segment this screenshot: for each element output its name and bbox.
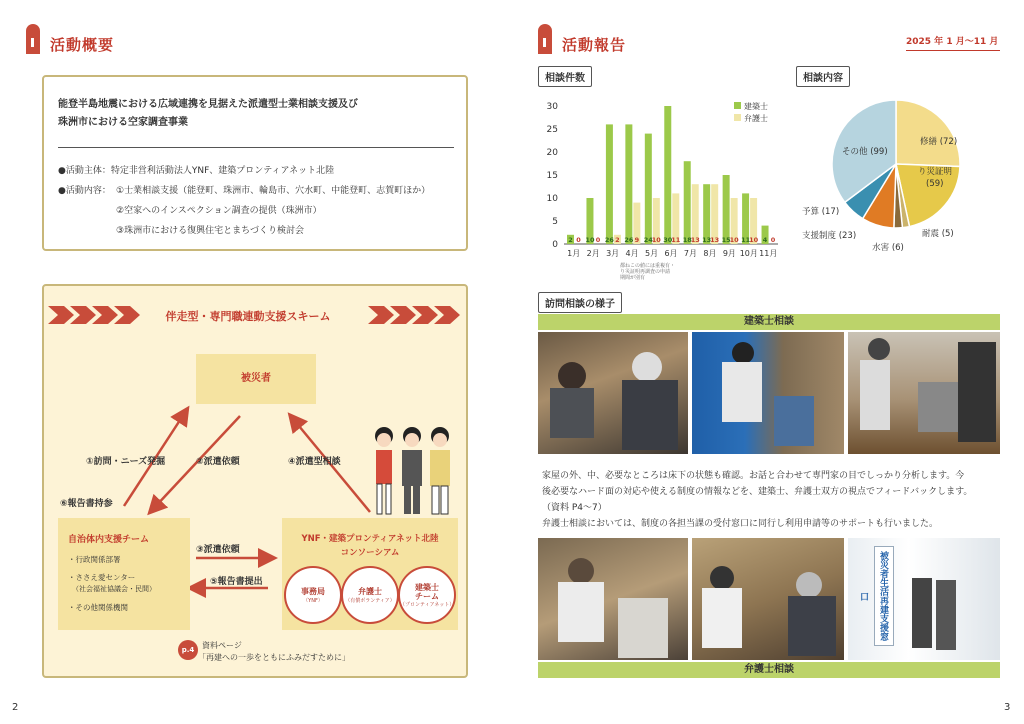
- municipal-item-1: ・行政関係部署: [68, 555, 121, 564]
- section-marker: [26, 24, 40, 54]
- consortium-title-line2: コンソーシアム: [340, 548, 400, 558]
- section-marker-right: [538, 24, 552, 54]
- page-number-right: 3: [1004, 702, 1011, 713]
- circle-secretariat: 事務局 （YNF）: [284, 566, 342, 624]
- bar-architect: [723, 175, 730, 244]
- bar-architect: [684, 161, 691, 244]
- section-title-report: 活動報告: [562, 36, 627, 54]
- bar-data-label: 0: [770, 236, 776, 244]
- municipal-item-2: ・ささえ愛センター: [68, 573, 136, 582]
- bar-data-label: 10: [729, 236, 739, 244]
- x-tick-label: 4月: [625, 249, 639, 258]
- arrow-label-report-hold: ⑥報告書持参: [60, 499, 113, 509]
- x-tick-label: 11月: [759, 249, 778, 258]
- ref-badge: p.4: [178, 640, 198, 660]
- municipal-team-box: [58, 518, 190, 630]
- municipal-team-title: 自治体内支援チーム: [68, 535, 150, 545]
- bar-architect: [645, 134, 652, 244]
- arrow-label-report5: ⑤報告書提出: [210, 577, 263, 587]
- victim-label: 被災者: [241, 373, 271, 384]
- people-illustration: [362, 418, 462, 520]
- bar-data-label: 26: [624, 236, 634, 244]
- arrow-label-request: ②派遣依頼: [196, 457, 240, 467]
- bar-data-label: 15: [721, 236, 731, 244]
- pie-label: 支援制度 (23): [802, 231, 857, 241]
- bar-data-label: 4: [762, 236, 768, 244]
- consortium-box: [282, 518, 458, 630]
- pie-label: その他 (99): [842, 147, 888, 157]
- overview-box: [42, 75, 468, 251]
- scheme-box: [42, 284, 468, 678]
- x-tick-label: 10月: [739, 249, 758, 258]
- ref-label: 資料ページ: [202, 641, 242, 650]
- pie-label: 予算 (17): [802, 207, 840, 217]
- x-tick-label: 7月: [683, 249, 698, 258]
- x-tick-label: 9月: [722, 249, 736, 258]
- bar-data-label: 2: [615, 236, 620, 244]
- y-tick-label: 25: [546, 125, 558, 135]
- bar-data-label: 18: [682, 236, 692, 244]
- section-title-overview: 活動概要: [50, 36, 115, 54]
- y-tick-label: 5: [552, 217, 558, 227]
- bar-data-label: 11: [671, 236, 681, 244]
- arrow-label-request3: ③派遣依頼: [196, 545, 240, 555]
- x-tick-label: 3月: [606, 249, 620, 258]
- pie-label: 修繕 (72): [920, 137, 958, 147]
- photo-lawyer-1: [538, 538, 688, 660]
- municipal-item-4: ・その他関係機関: [68, 603, 128, 612]
- body-text-4: 弁護士相談においては、制度の各担当課の受付窓口に同行し利用申請等のサポートも行いました。: [542, 519, 939, 529]
- consult-content-chart: [792, 90, 1002, 260]
- overview-content-item-3: ③珠洲市における復興住宅とまちづくり検討会: [116, 226, 304, 236]
- bar-data-label: 10: [651, 236, 661, 244]
- chart-note-1: 都ねこの値には重複有・: [620, 263, 676, 269]
- arrow-label-dispatch: ④派遣型相談: [288, 457, 341, 467]
- architect-bar: 建築士相談: [538, 314, 1000, 330]
- x-tick-label: 6月: [664, 249, 678, 258]
- circle-lawyer: 弁護士 （有償ボランティア）: [341, 566, 399, 624]
- chart-note-3: 期間が別有: [620, 275, 646, 281]
- bar-data-label: 26: [604, 236, 614, 244]
- period-label: 2025 年 1 月～11 月: [906, 34, 1000, 51]
- bar-architect: [606, 124, 613, 244]
- overview-title-line1: 能登半島地震における広域連携を見据えた派遣型士業相談支援及び: [58, 99, 358, 110]
- pie-slice: [896, 100, 960, 167]
- y-tick-label: 20: [546, 148, 558, 158]
- visit-chip: 訪問相談の様子: [538, 292, 622, 313]
- photo-architect-3: [848, 332, 1000, 454]
- photo-architect-2: [692, 332, 844, 454]
- bar-data-label: 2: [568, 236, 573, 244]
- overview-divider: [58, 147, 454, 148]
- y-tick-label: 10: [546, 194, 558, 204]
- x-tick-label: 8月: [703, 249, 717, 258]
- circle-architect: 建築士 チーム （プロンティアネット）: [398, 566, 456, 624]
- bar-data-label: 24: [643, 236, 653, 244]
- bar-data-label: 9: [634, 236, 640, 244]
- y-tick-label: 0: [552, 240, 558, 250]
- legend-label: 弁護士: [744, 114, 768, 123]
- x-tick-label: 5月: [644, 249, 659, 258]
- legend-swatch: [734, 102, 741, 109]
- bar-data-label: 13: [702, 236, 712, 244]
- pie-label: 耐震 (5): [922, 229, 954, 239]
- photo-architect-1: [538, 332, 688, 454]
- photo-lawyer-2: [692, 538, 844, 660]
- page-number-left: 2: [12, 702, 19, 713]
- pie-label: り災証明: [918, 167, 953, 177]
- overview-content-item-1: ①士業相談支援（能登町、珠洲市、輪島市、穴水町、中能登町、志賀町ほか）: [116, 186, 431, 196]
- x-tick-label: 1月: [567, 249, 581, 258]
- legend-swatch: [734, 114, 741, 121]
- bar-data-label: 10: [749, 236, 759, 244]
- bar-data-label: 0: [595, 236, 601, 244]
- ref-title: 「再建への一歩をともにふみだすために」: [198, 653, 350, 662]
- overview-organizer: ●活動主体：特定非営利活動法人YNF、建築プロンティアネット北陸: [58, 166, 335, 176]
- consortium-title-line1: YNF・建築プロンティアネット北陸: [301, 534, 439, 544]
- pie-label: 水害 (6): [872, 243, 904, 253]
- body-text-2: 後必要なハード面の対応や使える制度の情報などを、建築士、弁護士双方の視点でフィードバックします。: [542, 487, 973, 497]
- body-text-1: 家屋の外、中、必要なところは床下の状態も確認。お話と合わせて専門家の目でしっかり分析します。今: [542, 471, 965, 481]
- bar-data-label: 0: [576, 236, 581, 244]
- x-tick-label: 2月: [586, 249, 600, 258]
- bar-data-label: 11: [741, 236, 751, 244]
- arrow-label-visit: ①訪問・ニーズ発掘: [86, 457, 166, 467]
- legend-label: 建築士: [744, 102, 768, 111]
- lawyer-bar: 弁護士相談: [538, 662, 1000, 678]
- municipal-item-3: （社会福祉協議会・民間）: [72, 585, 156, 593]
- overview-title-line2: 珠洲市における空家調査事業: [58, 117, 188, 128]
- bar-architect: [664, 106, 671, 244]
- bar-data-label: 30: [663, 236, 673, 244]
- overview-content-item-2: ②空家へのインスペクション調査の提供（珠洲市）: [116, 206, 322, 216]
- bar-architect: [625, 124, 632, 244]
- chart-note-2: り災証明再調査の申請: [620, 269, 671, 275]
- y-tick-label: 30: [546, 102, 558, 112]
- consult-content-chip: 相談内容: [796, 66, 850, 87]
- pie-value-label: (59): [926, 179, 944, 189]
- body-text-3: （資料 P4～7）: [542, 503, 607, 513]
- overview-content-label: ●活動内容：: [58, 186, 111, 196]
- photo-lawyer-3: 被災者生活再建支援窓口: [848, 538, 1000, 660]
- y-tick-label: 15: [546, 171, 558, 181]
- bar-data-label: 13: [710, 236, 720, 244]
- bar-data-label: 10: [585, 236, 595, 244]
- scheme-banner-title: 伴走型・専門職連動支援スキーム: [165, 310, 331, 323]
- bar-data-label: 13: [690, 236, 700, 244]
- consult-count-chip: 相談件数: [538, 66, 592, 87]
